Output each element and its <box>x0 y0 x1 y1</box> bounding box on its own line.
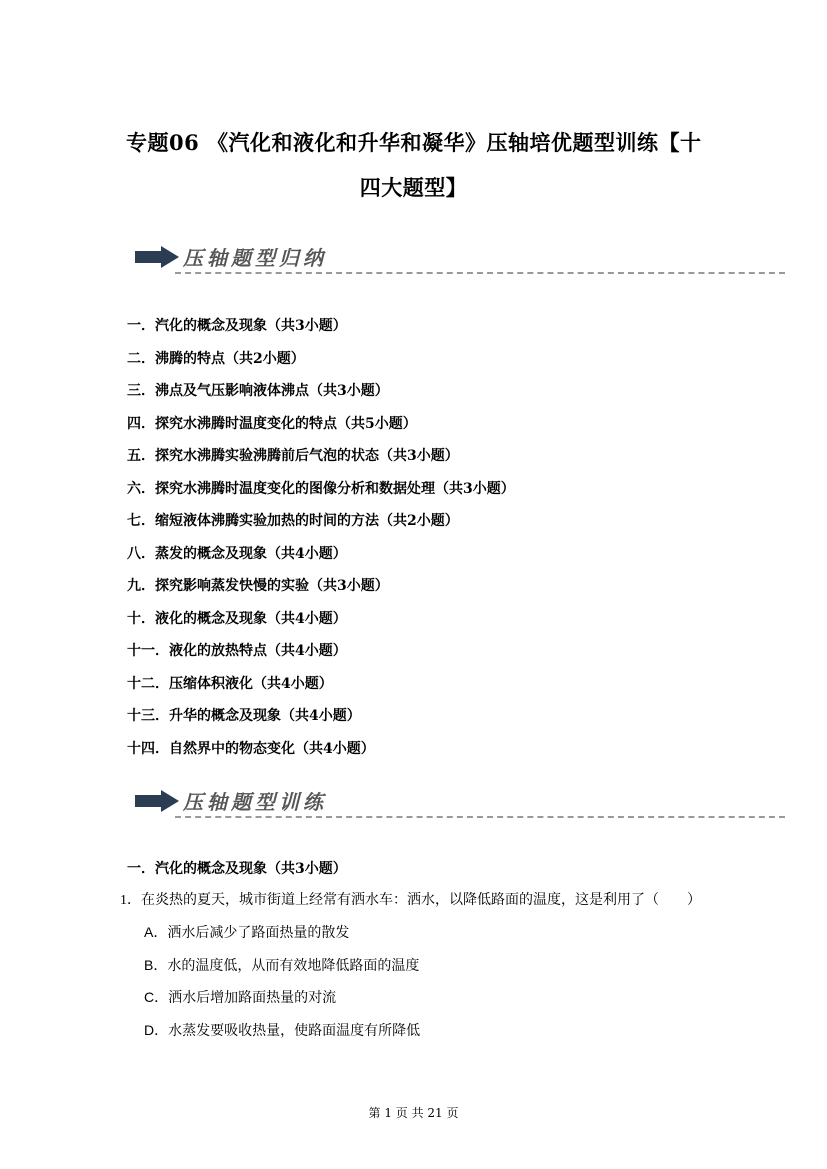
topic-item: 一．汽化的概念及现象（共3小题） <box>127 318 347 334</box>
topic-item: 十二．压缩体积液化（共4小题） <box>127 675 333 692</box>
option-d: D．水蒸发要吸收热量，使路面温度有所降低 <box>144 1021 421 1038</box>
topic-item: 六．探究水沸腾时温度变化的图像分析和数据处理（共3小题） <box>127 480 515 497</box>
topic-item: 四．探究水沸腾时温度变化的特点（共5小题） <box>127 415 417 432</box>
section-banner-training <box>135 784 785 818</box>
topic-item: 十．液化的概念及现象（共4小题） <box>127 610 347 627</box>
section-heading: 一．汽化的概念及现象（共3小题） <box>127 861 347 877</box>
question-text: 1．在炎热的夏天，城市街道上经常有洒水车：洒水，以降低路面的温度，这是利用了（ ） <box>120 893 701 908</box>
document-title-line-1: 专题06 《汽化和液化和升华和凝华》压轴培优题型训练【十 <box>126 130 702 155</box>
answer-options <box>144 922 420 1052</box>
topic-list <box>127 316 515 771</box>
section-banner-summary <box>135 240 785 274</box>
topic-item: 十三．升华的概念及现象（共4小题） <box>127 708 361 724</box>
page-footer: 第 1 页 共 21 页 <box>368 1106 459 1120</box>
arrow-icon <box>135 790 179 812</box>
document-title-line-2 <box>0 172 827 202</box>
topic-item: 八．蒸发的概念及现象（共4小题） <box>127 545 347 562</box>
topic-item: 二．沸腾的特点（共2小题） <box>127 350 305 367</box>
option-b: B．水的温度低，从而有效地降低路面的温度 <box>144 956 420 973</box>
document-title-line-2-text: 四大题型】 <box>359 175 468 200</box>
arrow-icon <box>135 246 179 268</box>
topic-item: 九．探究影响蒸发快慢的实验（共3小题） <box>127 578 389 594</box>
banner-training-text: 压轴题型训练 <box>183 790 327 814</box>
topic-item: 十一．液化的放热特点（共4小题） <box>127 643 347 659</box>
banner-dashed-line <box>175 272 785 274</box>
topic-item: 三．沸点及气压影响液体沸点（共3小题） <box>127 383 389 399</box>
topic-item: 五．探究水沸腾实验沸腾前后气泡的状态（共3小题） <box>127 448 459 464</box>
banner-dashed-line <box>175 816 785 818</box>
option-a: A．洒水后减少了路面热量的散发 <box>144 924 350 940</box>
topic-item: 七．缩短液体沸腾实验加热的时间的方法（共2小题） <box>127 513 459 529</box>
option-c: C．洒水后增加路面热量的对流 <box>144 989 337 1005</box>
topic-item: 十四．自然界中的物态变化（共4小题） <box>127 740 375 757</box>
banner-summary-text: 压轴题型归纳 <box>183 246 327 270</box>
